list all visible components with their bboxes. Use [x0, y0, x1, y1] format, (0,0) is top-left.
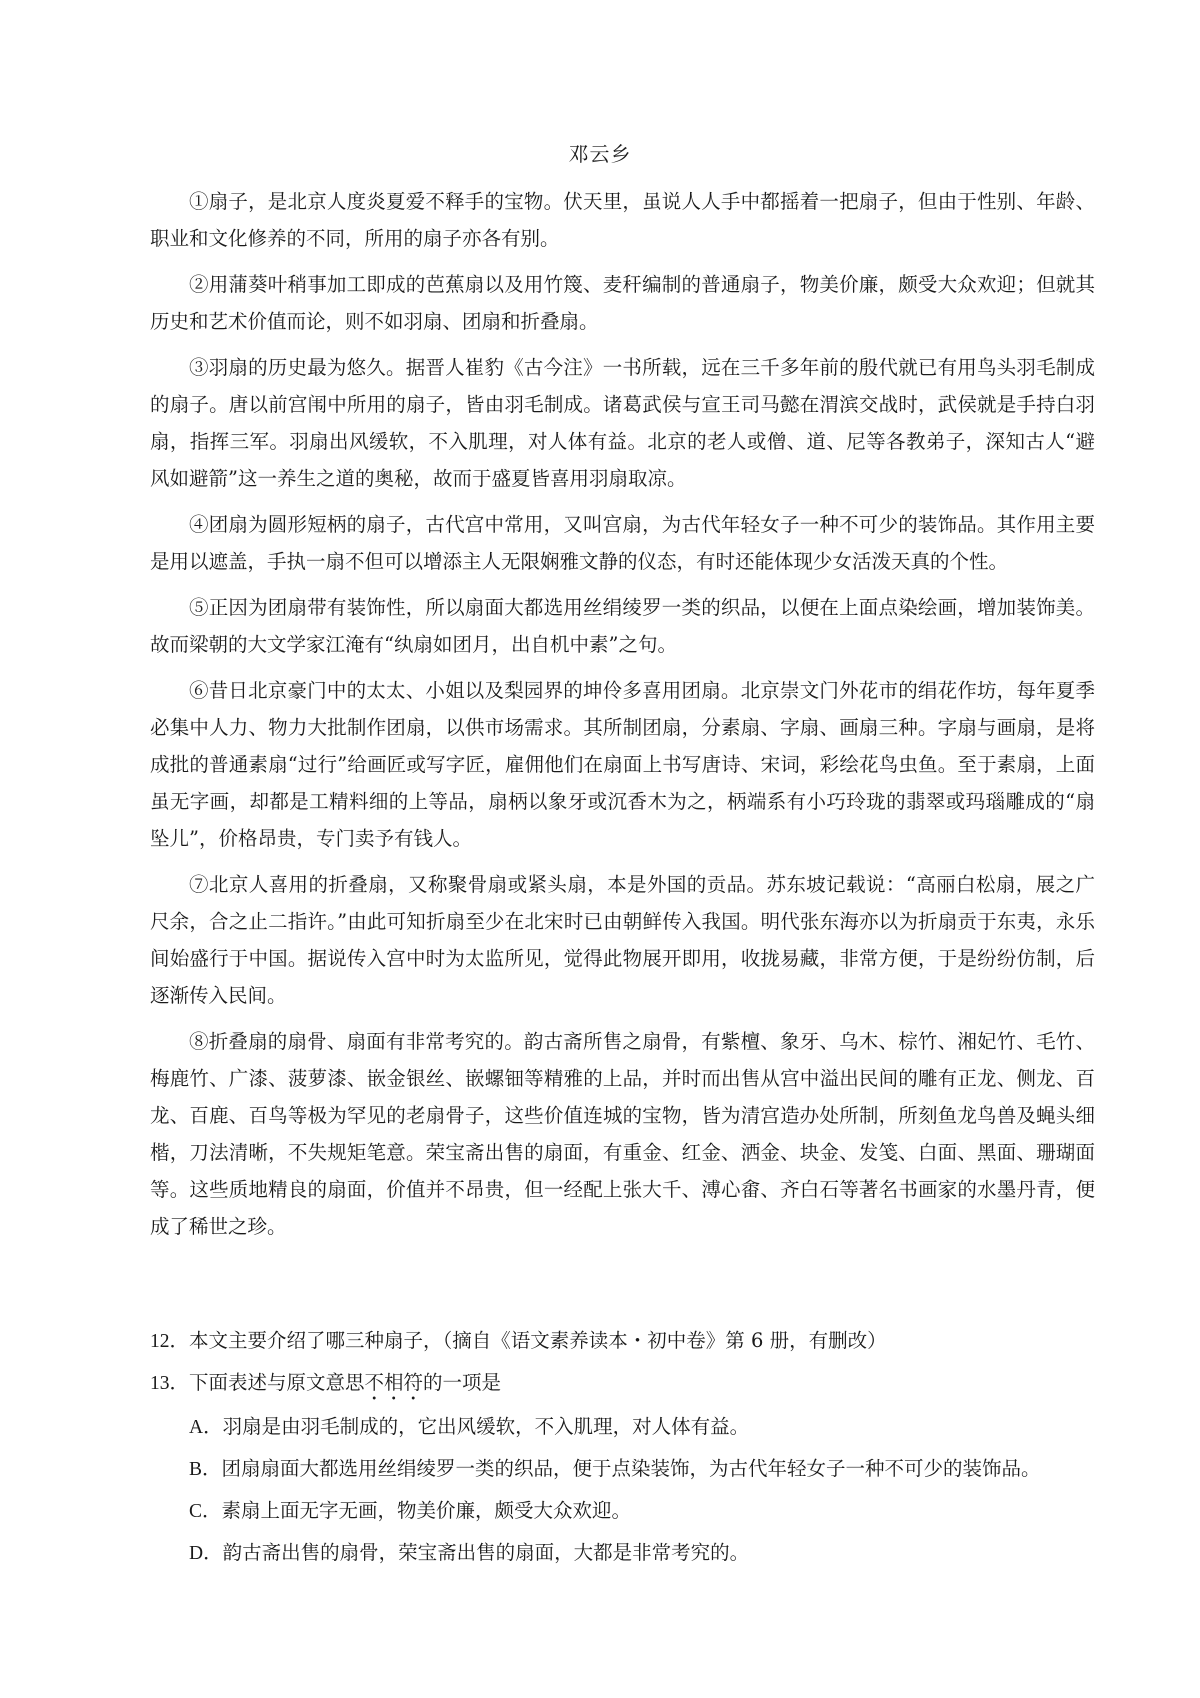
paragraph-8: ⑧折叠扇的扇骨、扇面有非常考究的。韵古斋所售之扇骨，有紫檀、象牙、乌木、棕竹、湘妃竹、毛竹、梅鹿竹、广漆、菠萝漆、嵌金银丝、嵌螺钿等精雅的上品，并时而出售从宫中溢出民间的雕有正龙、侧龙、百龙、百鹿、百鸟等极为罕见的老扇骨子，这些价值连城的宝物，皆为清宫造办处所制，所刻鱼龙鸟兽及蝇头细楷，刀法清晰，不失规矩笔意。荣宝斋出售的扇面，有重金、红金、洒金、块金、发笺、白面、黑面、珊瑚面等。这些质地精良的扇面，价值并不昂贵，但一经配上张大千、溥心畬、齐白石等著名书画家的水墨丹青，便成了稀世之珍。	[150, 1030, 1095, 1238]
option-c-text: 素扇上面无字无画，物美价廉，颇受大众欢迎。	[221, 1499, 632, 1522]
option-a	[150, 1408, 1095, 1447]
question-13	[150, 1364, 1095, 1405]
paragraph-7: ⑦北京人喜用的折叠扇，又称聚骨扇或紧头扇，本是外国的贡品。苏东坡记载说：“高丽白松扇，展之广尺余，合之止二指许。”由此可知折扇至少在北宋时已由朝鲜传入我国。明代张东海亦以为折扇贡于东夷，永乐间始盛行于中国。据说传入宫中时为太监所见，觉得此物展开即用，收拢易藏，非常方便，于是纷纷仿制，后逐渐传入民间。	[150, 873, 1095, 1007]
question-13-emphasis: 不相符	[364, 1371, 424, 1394]
paragraph-3: ③羽扇的历史最为悠久。据晋人崔豹《古今注》一书所载，远在三千多年前的殷代就已有用鸟头羽毛制成的扇子。唐以前宫闱中所用的扇子，皆由羽毛制成。诸葛武侯与宣王司马懿在渭滨交战时，武侯就是手持白羽扇，指挥三军。羽扇出风缓软，不入肌理，对人体有益。北京的老人或僧、道、尼等各教弟子，深知古人“避风如避箭”这一养生之道的奥秘，故而于盛夏皆喜用羽扇取凉。	[150, 356, 1095, 490]
option-b-text: 团扇扇面大都选用丝绢绫罗一类的织品，便于点染装饰，为古代年轻女子一种不可少的装饰品。	[221, 1457, 1041, 1480]
question-13-text-after: 的一项是	[423, 1371, 502, 1394]
paragraph-6: ⑥昔日北京豪门中的太太、小姐以及梨园界的坤伶多喜用团扇。北京崇文门外花市的绢花作坊，每年夏季必集中人力、物力大批制作团扇，以供市场需求。其所制团扇，分素扇、字扇、画扇三种。字扇与画扇，是将成批的普通素扇“过行”给画匠或写字匠，雇佣他们在扇面上书写唐诗、宋词，彩绘花鸟虫鱼。至于素扇，上面虽无字画，却都是工精料细的上等品，扇柄以象牙或沉香木为之，柄端系有小巧玲珑的翡翠或玛瑙雕成的“扇坠儿”，价格昂贵，专门卖予有钱人。	[150, 679, 1095, 850]
question-12	[150, 1322, 1095, 1361]
questions-section	[150, 1322, 1095, 1576]
question-12-number: 12．	[150, 1331, 190, 1352]
question-13-number: 13．	[150, 1373, 190, 1394]
option-c-letter: C．	[189, 1501, 222, 1522]
article-body	[150, 183, 1095, 1254]
option-d-text: 韵古斋出售的扇骨，荣宝斋出售的扇面，大都是非常考究的。	[222, 1541, 750, 1564]
option-b	[150, 1450, 1095, 1489]
option-d-letter: D．	[189, 1543, 223, 1564]
author-name: 邓云乡	[568, 142, 632, 166]
option-d	[150, 1534, 1095, 1573]
option-a-text: 羽扇是由羽毛制成的，它出风缓软，不入肌理，对人体有益。	[222, 1415, 750, 1438]
paragraph-4: ④团扇为圆形短柄的扇子，古代宫中常用，又叫宫扇，为古代年轻女子一种不可少的装饰品。其作用主要是用以遮盖，手执一扇不但可以增添主人无限娴雅文静的仪态，有时还能体现少女活泼天真的个性。	[150, 513, 1095, 573]
question-12-text: 本文主要介绍了哪三种扇子，（摘自《语文素养读本・初中卷》第 6 册，有删改）	[189, 1329, 887, 1352]
option-a-letter: A．	[189, 1417, 223, 1438]
paragraph-2: ②用蒲葵叶稍事加工即成的芭蕉扇以及用竹篾、麦秆编制的普通扇子，物美价廉，颇受大众欢迎；但就其历史和艺术价值而论，则不如羽扇、团扇和折叠扇。	[150, 273, 1095, 333]
option-b-letter: B．	[189, 1459, 222, 1480]
paragraph-5: ⑤正因为团扇带有装饰性，所以扇面大都选用丝绢绫罗一类的织品，以便在上面点染绘画，增加装饰美。故而梁朝的大文学家江淹有“纨扇如团月，出自机中素”之句。	[150, 596, 1095, 656]
question-13-text-before: 下面表述与原文意思	[189, 1371, 365, 1394]
paragraph-1: ①扇子，是北京人度炎夏爱不释手的宝物。伏天里，虽说人人手中都摇着一把扇子，但由于性别、年龄、职业和文化修养的不同，所用的扇子亦各有别。	[150, 190, 1095, 250]
option-c	[150, 1492, 1095, 1531]
